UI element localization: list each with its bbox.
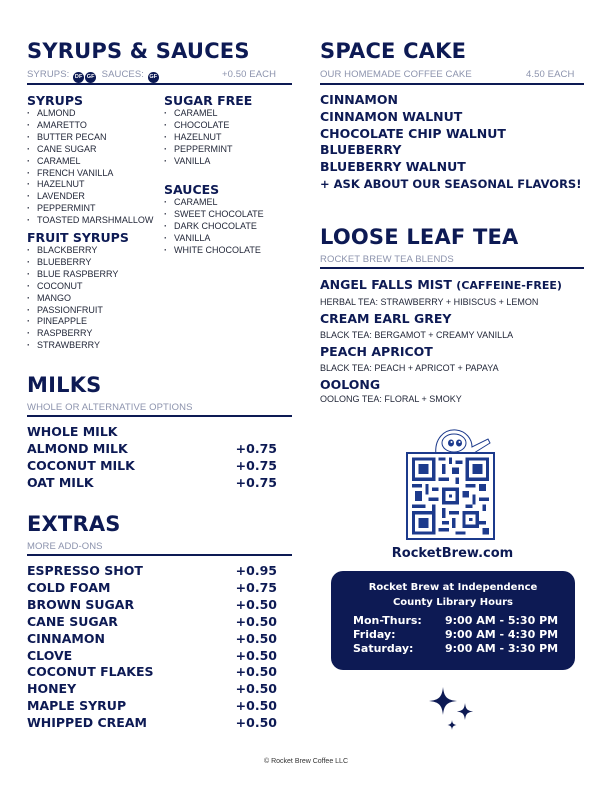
- list-item: · PINEAPPLE: [27, 316, 118, 328]
- extras-list: [27, 563, 277, 732]
- section-title-tea: LOOSE LEAF TEA: [320, 225, 519, 249]
- seasonal-note: + ASK ABOUT OUR SEASONAL FLAVORS!: [320, 176, 582, 191]
- tea-subtitle: ROCKET BREW TEA BLENDS: [320, 254, 454, 265]
- sauces-heading: SAUCES: [164, 182, 220, 197]
- milks-list: [27, 424, 277, 492]
- syrups-list: [27, 108, 153, 227]
- list-item: OAT MILK +0.75: [27, 474, 277, 490]
- hours-rows: [331, 614, 575, 656]
- caffeine-free-tag: (CAFFEINE-FREE): [456, 279, 562, 292]
- fruit-syrups-list: [27, 245, 118, 352]
- gluten-free-badge: GF: [85, 72, 96, 83]
- space-cake-subtitle: OUR HOMEMADE COFFEE CAKE: [320, 69, 472, 80]
- syrups-heading: SYRUPS: [27, 93, 83, 108]
- divider: [320, 267, 584, 269]
- tea-name: OOLONG: [320, 377, 381, 392]
- website-link[interactable]: RocketBrew.com: [391, 546, 514, 561]
- list-item: CLOVE +0.50: [27, 647, 277, 663]
- sauces-label: SAUCES:: [101, 69, 145, 80]
- sugar-free-heading: SUGAR FREE: [164, 93, 253, 108]
- list-item: WHOLE MILK: [27, 424, 118, 439]
- list-item: CHOCOLATE CHIP WALNUT: [320, 125, 506, 141]
- section-title-space-cake: SPACE CAKE: [320, 39, 467, 63]
- list-item: · AMARETTO: [27, 120, 153, 132]
- list-item: · ALMOND: [27, 108, 153, 120]
- list-item: · STRAWBERRY: [27, 340, 118, 352]
- list-item: · WHITE CHOCOLATE: [164, 245, 264, 257]
- list-item: HONEY +0.50: [27, 681, 277, 697]
- list-item: CINNAMON WALNUT: [320, 108, 463, 124]
- section-title-extras: EXTRAS: [27, 512, 121, 536]
- fruit-syrups-heading: FRUIT SYRUPS: [27, 230, 129, 245]
- tea-item: [320, 311, 590, 344]
- dairy-free-badge: DF: [73, 72, 84, 83]
- list-item: · CARAMEL: [164, 108, 233, 120]
- list-item: · BLACKBERRY: [27, 245, 118, 257]
- list-item: · PEPPERMINT: [164, 144, 233, 156]
- list-item: COLD FOAM +0.75: [27, 579, 277, 595]
- list-item: BLUEBERRY WALNUT: [320, 159, 466, 175]
- list-item: MAPLE SYRUP +0.50: [27, 698, 277, 714]
- list-item: · DARK CHOCOLATE: [164, 221, 264, 233]
- tea-description: BLACK TEA: PEACH + APRICOT + PAPAYA: [320, 363, 499, 373]
- list-item: · SWEET CHOCOLATE: [164, 209, 264, 221]
- list-item: · MANGO: [27, 293, 118, 305]
- list-item: CINNAMON +0.50: [27, 630, 277, 646]
- list-item: COCONUT FLAKES +0.50: [27, 664, 277, 680]
- list-item: ALMOND MILK +0.75: [27, 440, 277, 456]
- sauces-list: [164, 197, 264, 257]
- tea-name: CREAM EARL GREY: [320, 311, 452, 326]
- tea-description: HERBAL TEA: STRAWBERRY + HIBISCUS + LEMON: [320, 297, 539, 307]
- list-item: · PASSIONFRUIT: [27, 305, 118, 317]
- tea-description: OOLONG TEA: FLORAL + SMOKY: [320, 394, 462, 404]
- list-item: · RASPBERRY: [27, 328, 118, 340]
- divider: [27, 415, 292, 417]
- syrups-sauces-subtitle: [27, 69, 159, 83]
- list-item: · LAVENDER: [27, 191, 153, 203]
- space-cake-price: 4.50 EACH: [526, 69, 575, 80]
- list-item: · VANILLA: [164, 233, 264, 245]
- list-item: COCONUT MILK +0.75: [27, 457, 277, 473]
- tea-list: [320, 277, 590, 406]
- extras-subtitle: MORE ADD-ONS: [27, 541, 103, 552]
- space-cake-list: [320, 92, 581, 193]
- divider: [27, 83, 292, 85]
- tea-item: [320, 344, 590, 377]
- tea-item: [320, 377, 590, 406]
- section-title-syrups-sauces: SYRUPS & SAUCES: [27, 39, 250, 63]
- list-item: · HAZELNUT: [164, 132, 233, 144]
- divider: [27, 554, 292, 556]
- library-hours-box: [331, 571, 575, 670]
- list-item: · BLUEBERRY: [27, 257, 118, 269]
- list-item: BLUEBERRY: [320, 142, 402, 158]
- hours-row: Friday: 9:00 AM - 4:30 PM: [353, 628, 559, 641]
- list-item: · CARAMEL: [27, 156, 153, 168]
- tea-item: [320, 277, 590, 311]
- copyright-footer: © Rocket Brew Coffee LLC: [263, 758, 348, 765]
- sparkles-icon: [425, 685, 480, 735]
- list-item: · HAZELNUT: [27, 179, 153, 191]
- hours-row: Mon-Thurs: 9:00 AM - 5:30 PM: [353, 614, 559, 627]
- list-item: · CARAMEL: [164, 197, 264, 209]
- gluten-free-badge: GF: [148, 72, 159, 83]
- list-item: CANE SUGAR +0.50: [27, 613, 277, 629]
- sugar-free-list: [164, 108, 233, 168]
- divider: [320, 83, 584, 85]
- list-item: · VANILLA: [164, 156, 233, 168]
- list-item: · BLUE RASPBERRY: [27, 269, 118, 281]
- syrups-label: SYRUPS:: [27, 69, 70, 80]
- list-item: CINNAMON: [320, 92, 398, 107]
- list-item: · BUTTER PECAN: [27, 132, 153, 144]
- list-item: · COCONUT: [27, 281, 118, 293]
- tea-name: PEACH APRICOT: [320, 344, 433, 359]
- syrups-sauces-price: +0.50 EACH: [222, 69, 277, 80]
- tea-description: BLACK TEA: BERGAMOT + CREAMY VANILLA: [320, 330, 514, 340]
- list-item: · CANE SUGAR: [27, 144, 153, 156]
- list-item: · PEPPERMINT: [27, 203, 153, 215]
- list-item: · TOASTED MARSHMALLOW: [27, 215, 153, 227]
- qr-code-icon[interactable]: [406, 452, 495, 540]
- qr-code-pattern: [408, 454, 493, 538]
- hours-title: Rocket Brew at Independence County Library Hours: [368, 582, 538, 608]
- section-title-milks: MILKS: [27, 373, 102, 397]
- milks-subtitle: WHOLE OR ALTERNATIVE OPTIONS: [27, 402, 193, 413]
- hours-row: Saturday: 9:00 AM - 3:30 PM: [353, 642, 559, 655]
- tea-name: ANGEL FALLS MIST: [320, 277, 452, 292]
- list-item: ESPRESSO SHOT +0.95: [27, 563, 277, 578]
- list-item: · FRENCH VANILLA: [27, 168, 153, 180]
- list-item: BROWN SUGAR +0.50: [27, 596, 277, 612]
- list-item: · CHOCOLATE: [164, 120, 233, 132]
- list-item: WHIPPED CREAM +0.50: [27, 715, 277, 731]
